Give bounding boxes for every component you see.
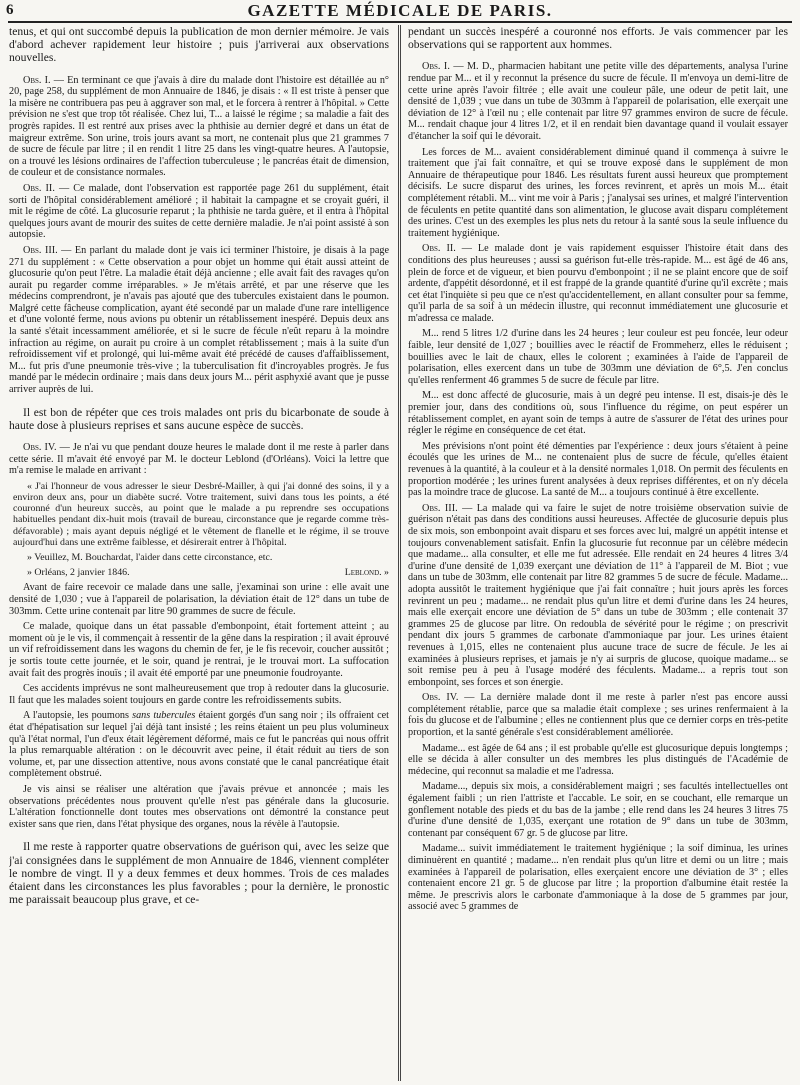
- paragraph: Ce malade, quoique dans un état passable d'embonpoint, était fortement atteint ; au moment où je le vis, il commençait à ressentir de la gêne dans la respiration ; il avait éprouvé un vif refroidissement dans les wagons du chemin de fer, je le fis recevoir, coucher aussitôt ; je sortis toute cette journée, et le soir, quand je rentrai, je le trouvai mort. La suffocation avait fait des progrès inouïs ; il avait été emporté par une pneumonie foudroyante.: [9, 621, 389, 679]
- observation-3: Obs. III. — La malade qui va faire le sujet de notre troisième observation suivie de guérison n'était pas dans des conditions aussi heureuses. Affectée de glucosurie depuis plus de six mois, son embonpoint avait disparu et ses forces avec lui, malgré un appétit intense et toujours convenablement satisfait. Enfin la glucosurie fut reconnue par un célèbre médecin que madame... alla consulter, et elle me fut adressée. Elle rendait en 24 heures 4 litres 3/4 d'urine d'une densité de 1,039 exerçant une déviation de 11° à l'appareil de M. Biot ; vue dans un tube de 303mm, elle contenait par litre 82 grammes 5 de sucre de fécule. Madame... adopta aussitôt le traitement hygiénique que j'ai fait connaître ; huit jours après les forces revinrent un peu ; madame... ne rendait plus qu'un litre et demi d'urine dans les 24 heures, mais elle exerçait encore une déviation de 5° dans un tube de 303mm ; elle contenait 37 grammes 25 de glucose par litre. On redoubla de sévérité pour le régime ; on prescrivit pendant dix jours 5 grammes de carbonate d'ammoniaque par jour. Les urines étaient revenues à 1,015, elles ne contenaient plus aucune trace de sucre de fécule. Je les ai examinées à plusieurs reprises, et jamais je n'y ai surpris de glucose, quoique madame... se soit remise peu à peu à l'usage modéré des féculents. Madame... a repris tout son embonpoint, ses forces et son énergie.: [408, 502, 788, 688]
- letter-date: » Orléans, 2 janvier 1846. Leblond. »: [27, 567, 389, 579]
- page-number: 6: [6, 2, 14, 18]
- left-column: [9, 25, 389, 1081]
- journal-title: GAZETTE MÉDICALE DE PARIS.: [247, 1, 553, 20]
- paragraph: M... est donc affecté de glucosurie, mais à un degré peu intense. Il est, disais-je dès le premier jour, dans des conditions où, sous l'influence du régime, on peut espérer un rétablissement complet, en ayant soin de temps à autre de s'assurer de l'état des urines pour régler le régime en conséquence de cet état.: [408, 390, 788, 437]
- observation-label: Obs. II.: [23, 182, 55, 194]
- observation-3: Obs. III. — En parlant du malade dont je vais ici terminer l'histoire, je disais à la page 271 du supplément : « Cette observation a pour objet un homme qui était aussi atteint de glucosurie qu'on peut l'être. La maladie était déjà ancienne ; elle avait fait des ravages qu'on aurait pu regarder comme irréparables. » Je m'étais arrêté, et par une réserve que les médecins comprendront, je n'avais pas ajouté que des tubercules existaient dans le poumon. Malgré cette fâcheuse complication, ayant été secondé par un malade d'une rare intelligence et d'une volonté ferme, nous avions pu obtenir un rétablissement inespéré. Depuis deux ans la santé s'était incessamment améliorée, et si le sucre de fécule n'eût reparu à la moindre infraction au régime, on aurait pu croire à un complet rétablissement ; mais à la suite d'un refroidissement vif et prolongé, qui lui-même avait été précédé de causes d'affaiblissement, M... fut pris d'une pneumonie très-vive ; la tuberculisation fit d'incroyables progrès. Je fus mandé par le médecin ordinaire ; mais dans deux jours M... périt asphyxié avant que je pusse arriver auprès de lui.: [9, 244, 389, 396]
- observation-label: Obs. III.: [422, 502, 458, 514]
- header-rule: [8, 21, 792, 23]
- quoted-letter: « J'ai l'honneur de vous adresser le sieur Desbré-Mailler, à qui j'ai donné des soins, il y a environ deux ans, pour un diabète sucré. Votre traitement, suivi dans tous les points, a été couronné d'un heureux succès, au point que le malade a pu reprendre ses occupations habituelles pendant dix-huit mois (travail de bureau, circonstance que je regarde comme très-défavorable) ; mais ayant depuis négligé et le vêtement de flanelle et le régime, il se trouve aujourd'hui dans une extrême faiblesse, et désirerait entrer à l'hôpital.: [13, 480, 389, 548]
- observation-2: Obs. II. — Ce malade, dont l'observation est rapportée page 261 du supplément, était sorti de l'hôpital considérablement amélioré ; il habitait la campagne et se croyait guéri, il mit le régime de côté. La glucosurie reparut ; la phthisie ne tarda guère, et il entra à l'hôpital quelques jours avant de mourir des suites de cette dernière maladie. Je n'ai point assisté à son autopsie.: [9, 182, 389, 241]
- paragraph: Ces accidents imprévus ne sont malheureusement que trop à redouter dans la glucosurie. Il faut que les malades soient toujours en garde contre les refroidissements subits.: [9, 683, 389, 706]
- paragraph: Avant de faire recevoir ce malade dans une salle, j'examinai son urine : elle avait une densité de 1,030 ; vue à l'appareil de polarisation, la déviation était de 12° dans un tube de 303mm. Cette urine contenait par litre 90 grammes de sucre de fécule.: [9, 582, 389, 617]
- paragraph: A l'autopsie, les poumons sans tubercules étaient gorgés d'un sang noir ; ils offraient cet état d'hépatisation sur lequel j'ai déjà tant insisté ; les reins étaient un peu plus volumineux qu'à l'état normal, l'un d'eux était légèrement déformé, mais ce fut le pancréas qui nous offrit la plus remarquable altération : on le découvrit avec peine, il était réduit au tiers de son volume, et, par une dissection attentive, nous avons constaté que le canal pancréatique était complètement obstrué.: [9, 710, 389, 780]
- observation-label: Obs. III.: [23, 244, 58, 256]
- paragraph: M... rend 5 litres 1/2 d'urine dans les 24 heures ; leur couleur est peu foncée, leur odeur faible, leur densité de 1,027 ; bouillies avec le réactif de Frommeherz, elles le réduisent ; bouillies avec le lait de chaux, elles le colorent ; examinées à l'aide de l'appareil de polarisation, elles exercent dans un tube de 303mm une déviation de 6°,5. J'en conclus qu'elles renferment 46 grammes 5 de sucre de fécule par litre.: [408, 328, 788, 386]
- paragraph: Je vis ainsi se réaliser une altération que j'avais prévue et annoncée ; mais les observations précédentes nous prouvent qu'elle n'est pas générale dans la glucosurie. L'altération fonctionnelle dont toutes mes observations ont démontré la constance peut exister sans que rien, dans l'état physique des organes, nous la révèle à l'autopsie.: [9, 783, 389, 830]
- observation-4: Obs. IV. — Je n'ai vu que pendant douze heures le malade dont il me reste à parler dans cette série. Il m'avait été envoyé par M. le docteur Leblond (d'Orléans). Voici la lettre que m'a remise le malade en arrivant :: [9, 442, 389, 477]
- letter-signature: Leblond. »: [344, 567, 389, 579]
- observation-2: Obs. II. — Le malade dont je vais rapidement esquisser l'histoire était dans des conditions des plus heureuses ; aussi sa guérison fut-elle très-rapide. M... est âgé de 46 ans, plein de force et de vigueur, et bien pourvu d'embonpoint ; il ne se plaint encore que de soif ardente, d'appétit désordonné, et il est frappé de la grande quantité d'urine qu'il excrète ; mais cet état l'inquiète si peu que ce n'est qu'accidentellement, en allant consulter pour sa femme, qu'il parla de sa soif à un médecin illustre, qui reconnut immédiatement une glucosurie et m'adressa ce malade.: [408, 243, 788, 324]
- paragraph: Il me reste à rapporter quatre observations de guérison qui, avec les seize que j'ai consignées dans le supplément de mon Annuaire de 1846, viennent compléter le nombre de vingt. Il y a deux femmes et deux hommes. Trois de ces malades étaient dans les circonstances les plus favorables ; pour la dernière, le pronostic me paraissait beaucoup plus grave, et ce-: [9, 840, 389, 907]
- paragraph: Il est bon de répéter que ces trois malades ont pris du bicarbonate de soude à haute dose à plusieurs reprises et sans aucune espèce de succès.: [9, 405, 389, 432]
- observation-4: Obs. IV. — La dernière malade dont il me reste à parler n'est pas encore aussi complétement rétablie, parce que sa maladie était complexe ; ses urines renfermaient à la fois du glucose et de l'albumine ; elles ne contiennent plus que ce dernier corps en très-petite proportion, et la santé générale s'est considérablement améliorée.: [408, 692, 788, 739]
- paragraph: Mes prévisions n'ont point été démenties par l'expérience : deux jours s'étaient à peine écoulés que les urines de M... ne contenaient plus de sucre de fécule, qu'elles étaient revenues à la quantité, à la couleur et à la densité normales 1,018. On permit des féculents en proportion modérée ; les urines furent analysées à deux reprises différentes, et on n'y décela pas la moindre trace de glucose. La santé de M... a toujours continué à être excellente.: [408, 440, 788, 499]
- paragraph: Madame..., depuis six mois, a considérablement maigri ; ses facultés intellectuelles ont également faibli ; un rien l'attriste et l'accable. Le soir, en se couchant, elle remarque un gonflement notable des pieds et du bas de la jambe ; elle rend dans les 24 heures 3 litres 75 d'urine d'une densité de 1,035, exerçant une rotation de 9° dans un tube de 303mm, contenant par conséquent 67 gr. 5 de glucose par litre.: [408, 781, 788, 839]
- observation-label: Obs. I.: [23, 74, 51, 86]
- paragraph: Madame... suivit immédiatement le traitement hygiénique ; la soif diminua, les urines diminuèrent en quantité ; madame... n'en rendait plus qu'un litre et demi ou un litre ; mais examinées à l'appareil de polarisation, elles exerçaient encore une déviation de 3° ; elles contenaient encore 21 gr. 5 de glucose par litre ; la proportion d'albumine était restée la même. Je prescrivis alors le carbonate d'ammoniaque à la dose de 5 grammes par jour, associé avec 5 grammes de: [408, 843, 788, 913]
- paragraph: pendant un succès inespéré a couronné nos efforts. Je vais commencer par les observations qui se rapportent aux hommes.: [408, 25, 788, 52]
- quoted-letter: » Veuillez, M. Bouchardat, l'aider dans cette circonstance, etc.: [27, 552, 273, 564]
- paragraph: Les forces de M... avaient considérablement diminué quand il commença à suivre le traitement que j'ai fait connaître, et qui se trouve exposé dans le supplément de mon Annuaire de thérapeutique pour 1846. Les résultats furent aussi heureux que promptement décisifs. Le sucre disparut des urines, les forces revinrent, et après un mois M... était complétement rétabli. M... vint me voir à Paris ; j'analysai ses urines, et malgré l'intervention de féculents en petite quantité dans son alimentation, le glucose avait disparu complétement des urines. C'est un des exemples les plus nets du retour à la santé sous la seule influence du traitement hygiénique.: [408, 146, 788, 239]
- observation-1: Obs. I. — En terminant ce que j'avais à dire du malade dont l'histoire est détaillée au n° 20, page 258, du supplément de mon Annuaire de 1846, je disais : « Il est triste à penser que la misère ne contribuera pas peu à aggraver son mal, et le forcera à rentrer à l'hôpital. » Cette prévision ne s'est que trop tôt réalisée. Chez lui, T... a laissé le régime ; sa maladie a fait des progrès rapides. Il est rentré aux prises avec la phthisie au dernier degré et dans un état de maigreur extrême. Son urine, trois jours avant sa mort, ne contenait plus que 21 grammes 7 de sucre de fécule par litre ; il en rendit 1 litre 25 dans les vingt-quatre heures. A l'autopsie, on a trouvé les lésions ordinaires de l'affection tuberculeuse ; le pancréas était de dimension, de couleur et de consistance normales.: [9, 74, 389, 179]
- observation-label: Obs. IV.: [23, 442, 57, 454]
- right-column: [408, 25, 788, 1081]
- column-divider: [398, 25, 401, 1081]
- observation-label: Obs. IV.: [422, 692, 459, 704]
- paragraph: tenus, et qui ont succombé depuis la publication de mon dernier mémoire. Je vais d'abord achever rapidement leur histoire ; puis j'arriverai aux observations nouvelles.: [9, 25, 389, 65]
- paragraph: Madame... est âgée de 64 ans ; il est probable qu'elle est glucosurique depuis longtemps ; elle se décida à aller consulter un des membres les plus distingués de l'Académie de médecine, qui reconnut sa maladie et me l'adressa.: [408, 742, 788, 777]
- page-header: [0, 0, 800, 20]
- observation-label: Obs. II.: [422, 243, 456, 255]
- observation-label: Obs. I.: [422, 61, 450, 73]
- observation-1: Obs. I. — M. D., pharmacien habitant une petite ville des départements, analysa l'urine rendue par M... et il y reconnut la présence du sucre de fécule. Il m'envoya un demi-litre de cette urine après l'avoir filtrée ; elle avait une couleur pâle, une odeur de petit lait, une densité de 1,039 ; vue dans un tube de 303mm à l'appareil de polarisation, elle exerçait une déviation de 12° à l'œil nu ; elle contenait par litre 97 grammes environ de sucre de fécule. M... rendait chaque jour 4 litres 1/2, et il en rendait bien davantage quand il voulait essayer d'étancher la soif qui le dévorait.: [408, 61, 788, 142]
